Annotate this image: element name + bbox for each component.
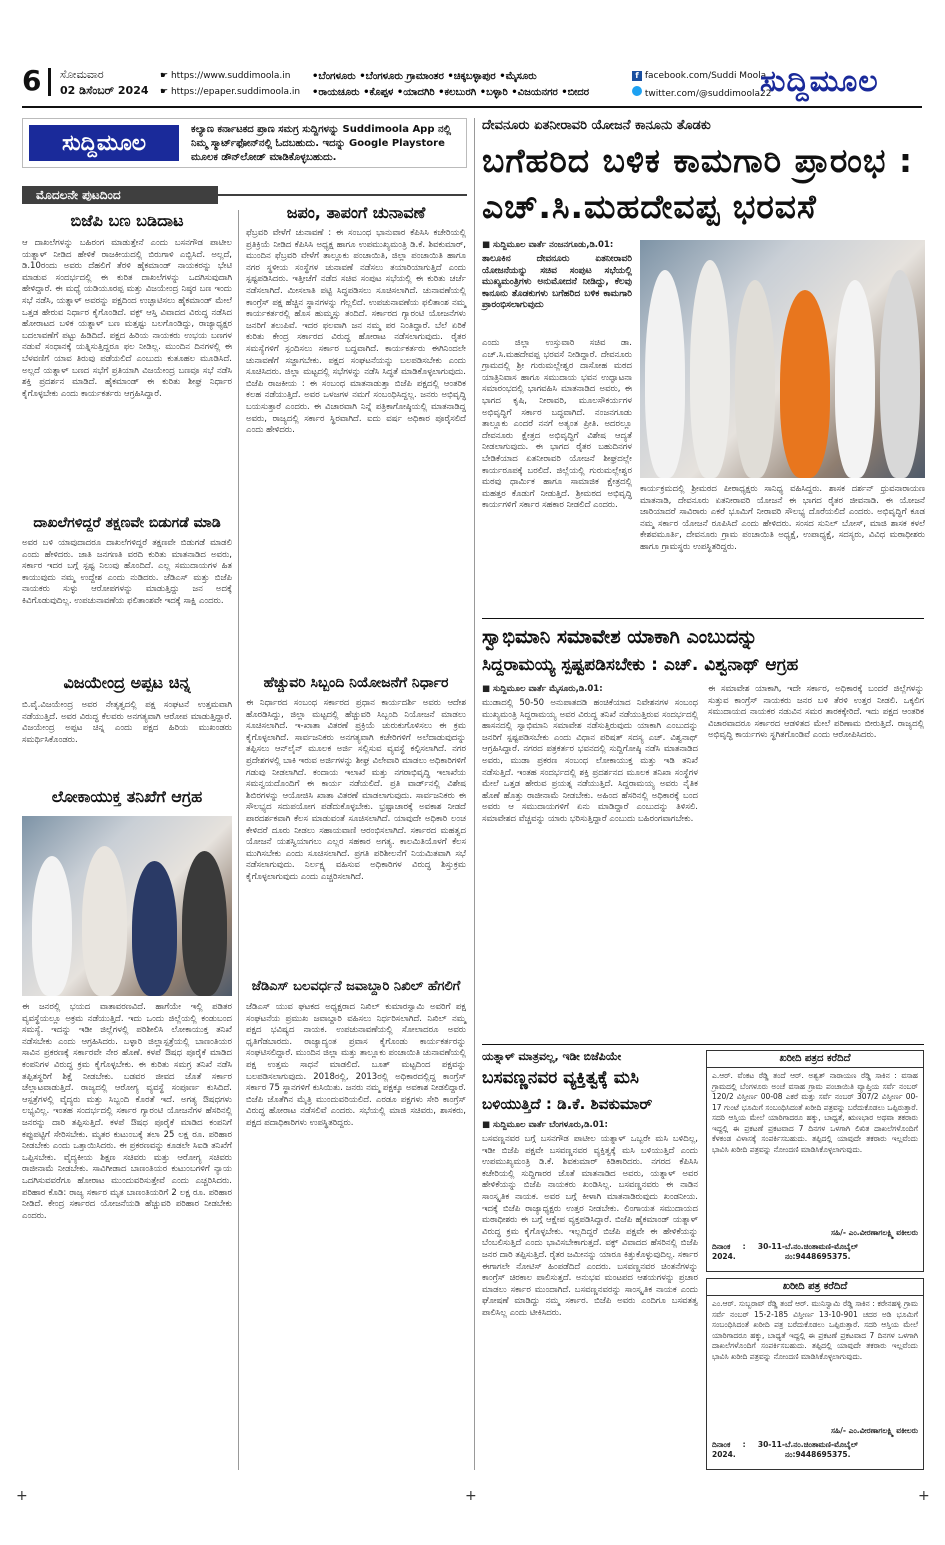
officials-inspection-photo [22,816,232,996]
dks-kicker: ಯತ್ನಾಳ್ ಮಾತ್ರವಲ್ಲ, ಇಡೀ ಬಿಜೆಪಿಯೇ [482,1050,622,1063]
masthead-logo: ಸುದ್ದಿಮೂಲ [760,64,879,99]
registration-mark-right: + [918,1488,930,1504]
twitter-link[interactable]: twitter.com/@suddimoola22 [632,86,771,101]
page-number: 6 [22,64,42,97]
dks-title-line2: ಬಳಿಯುತ್ತಿದೆ : ಡಿ.ಕೆ. ಶಿವಕುಮಾರ್ [482,1095,653,1113]
dks-body: ಬಸವಣ್ಣನವರ ಬಗ್ಗೆ ಬಸನಗೌಡ ಪಾಟೀಲ ಯತ್ನಾಳ್ ಒಬ್ಬರೇ ಮಸಿ ಬಳಿದಿಲ್ಲ, ಇಡೀ ಬಿಜೆಪಿ ಪಕ್ಷವೇ ಬಸವಣ್ಣನವರ ವ್ಯಕ್ತಿತ್ವಕ್ಕೆ ಮಸಿ ಬಳಿಯುತ್ತಿದೆ ಎಂದು ಉಪಮುಖ್ಯಮಂತ್ರಿ ಡಿ.ಕೆ. ಶಿವಕುಮಾರ್ ಕಿಡಿಕಾರಿದರು. ನಗರದ ಕೆಪಿಸಿಸಿ ಕಚೇರಿಯಲ್ಲಿ ಸುದ್ದಿಗಾರರ ಜೊತೆ ಮಾತನಾಡಿದ ಅವರು, ಯತ್ನಾಳ್ ಅವರ ಹೇಳಿಕೆಯನ್ನು ಬಿಜೆಪಿ ನಾಯಕರು ಖಂಡಿಸಿಲ್ಲ. ಬಸವಣ್ಣನವರು ಈ ನಾಡಿನ ಸಾಂಸ್ಕೃತಿಕ ನಾಯಕ. ಅವರ ಬಗ್ಗೆ ಕೀಳಾಗಿ ಮಾತನಾಡಿರುವುದು ಖಂಡನೀಯ. ಇದಕ್ಕೆ ಬಿಜೆಪಿ ರಾಜ್ಯಾಧ್ಯಕ್ಷರು ಉತ್ತರ ನೀಡಬೇಕು. ಲಿಂಗಾಯತ ಸಮುದಾಯದ ಮಠಾಧೀಶರು ಈ ಬಗ್ಗೆ ಆಕ್ಷೇಪ ವ್ಯಕ್ತಪಡಿಸಿದ್ದಾರೆ. ಬಿಜೆಪಿ ಹೈಕಮಾಂಡ್ ಯತ್ನಾಳ್ ವಿರುದ್ಧ ಕ್ರಮ ಕೈಗೊಳ್ಳಬೇಕು. ಇಲ್ಲದಿದ್ದರೆ ಬಿಜೆಪಿ ಪಕ್ಷವೇ ಈ ಹೇಳಿಕೆಯನ್ನು ಬೆಂಬಲಿಸುತ್ತಿದೆ ಎಂದು ಭಾವಿಸಬೇಕಾಗುತ್ತದೆ. ವಕ್ಫ್ ವಿವಾದದ ಹೆಸರಿನಲ್ಲಿ ಬಿಜೆಪಿ ಜನರ ದಾರಿ ತಪ್ಪಿಸುತ್ತಿದೆ. ರೈತರ ಜಮೀನನ್ನು ಯಾರೂ ಕಿತ್ತುಕೊಳ್ಳುವುದಿಲ್ಲ. ಸರ್ಕಾರ ಈಗಾಗಲೇ ನೋಟಿಸ್ ಹಿಂಪಡೆದಿದೆ ಎಂದರು. ಬಸವಣ್ಣನವರ ಚಿಂತನೆಗಳನ್ನು ಕಾಂಗ್ರೆಸ್ ಚಿರಕಾಲ ಪಾಲಿಸುತ್ತದೆ. ಅನುಭವ ಮಂಟಪದ ಆಶಯಗಳನ್ನು ಪ್ರಚಾರ ಮಾಡಲು ಸರ್ಕಾರ ಮುಂದಾಗಿದೆ. ಬಸವಣ್ಣನವರನ್ನು ಸಾಂಸ್ಕೃತಿಕ ನಾಯಕ ಎಂದು ಘೋಷಣೆ ಮಾಡಿದ್ದು ನಮ್ಮ ಸರ್ಕಾರ. ಬಿಜೆಪಿ ಅವರು ಎಂದಿಗೂ ಬಸವತತ್ವ ಪಾಲಿಸಿಲ್ಲ ಎಂದು ಟೀಕಿಸಿದರು. [482,1134,698,1318]
left-article4-body: ಈ ಜನರಲ್ಲಿ ಭಯದ ವಾತಾವರಣವಿದೆ. ಹಾಗೆಯೇ ಇಲ್ಲಿ ಪಡಿತರ ವ್ಯವಸ್ಥೆಯಲ್ಲೂ ಅಕ್ರಮ ನಡೆಯುತ್ತಿದೆ. ಇದು ಒಂದು ಜಿಲ್ಲೆಯಲ್ಲಿ ಕಂಡುಬಂದ ಸಮಸ್ಯೆ. ಇದನ್ನು ಇಡೀ ಜಿಲ್ಲೆಗಳಲ್ಲಿ ಪರಿಶೀಲಿಸಿ ಲೋಕಾಯುಕ್ತ ತನಿಖೆ ನಡೆಸಬೇಕು ಎಂದು ಆಗ್ರಹಿಸಿದರು. ಬಳ್ಳಾರಿ ಜಿಲ್ಲಾಸ್ಪತ್ರೆಯಲ್ಲಿ ಬಾಣಂತಿಯರ ಸಾವಿನ ಪ್ರಕರಣಕ್ಕೆ ಸರ್ಕಾರವೇ ನೇರ ಹೊಣೆ. ಕಳಪೆ ಔಷಧ ಪೂರೈಕೆ ಮಾಡಿದ ಕಂಪನಿಗಳ ವಿರುದ್ಧ ಕ್ರಮ ಕೈಗೊಳ್ಳಬೇಕು. ಈ ಕುರಿತು ಸಮಗ್ರ ತನಿಖೆ ನಡೆಸಿ ತಪ್ಪಿತಸ್ಥರಿಗೆ ಶಿಕ್ಷೆ ನೀಡಬೇಕು. ಬಡವರ ಜೀವದ ಜೊತೆ ಸರ್ಕಾರ ಚೆಲ್ಲಾಟವಾಡುತ್ತಿದೆ. ರಾಜ್ಯದಲ್ಲಿ ಆರೋಗ್ಯ ವ್ಯವಸ್ಥೆ ಸಂಪೂರ್ಣ ಕುಸಿದಿದೆ. ಆಸ್ಪತ್ರೆಗಳಲ್ಲಿ ವೈದ್ಯರು ಮತ್ತು ಸಿಬ್ಬಂದಿ ಕೊರತೆ ಇದೆ. ಅಗತ್ಯ ಔಷಧಗಳು ಲಭ್ಯವಿಲ್ಲ. ಇಂತಹ ಸಂದರ್ಭದಲ್ಲಿ ಸರ್ಕಾರ ಗ್ಯಾರಂಟಿ ಯೋಜನೆಗಳ ಹೆಸರಿನಲ್ಲಿ ಜನರನ್ನು ದಾರಿ ತಪ್ಪಿಸುತ್ತಿದೆ. ಕಳಪೆ ಔಷಧ ಪೂರೈಕೆ ಮಾಡಿದ ಕಂಪನಿಗೆ ಕಪ್ಪುಪಟ್ಟಿಗೆ ಸೇರಿಸಬೇಕು. ಮೃತರ ಕುಟುಂಬಕ್ಕೆ ತಲಾ 25 ಲಕ್ಷ ರೂ. ಪರಿಹಾರ ನೀಡಬೇಕು ಎಂದು ಒತ್ತಾಯಿಸಿದರು. ಈ ಪ್ರಕರಣವನ್ನು ಕೂಡಲೇ ಸಿಐಡಿ ತನಿಖೆಗೆ ಒಪ್ಪಿಸಬೇಕು. ವೈದ್ಯಕೀಯ ಶಿಕ್ಷಣ ಸಚಿವರು ಮತ್ತು ಆರೋಗ್ಯ ಸಚಿವರು ರಾಜೀನಾಮೆ ನೀಡಬೇಕು. ಸಾವಿಗೀಡಾದ ಬಾಣಂತಿಯರ ಕುಟುಂಬಗಳಿಗೆ ನ್ಯಾಯ ಒದಗಿಸುವವರೆಗೂ ಹೋರಾಟ ಮುಂದುವರಿಸುತ್ತೇವೆ ಎಂದು ಎಚ್ಚರಿಸಿದರು. ಪರಿಹಾರ ಕೊಡಿ: ರಾಜ್ಯ ಸರ್ಕಾರ ಮೃತ ಬಾಣಂತಿಯರಿಗೆ 2 ಲಕ್ಷ ರೂ. ಪರಿಹಾರ ನೀಡಿದೆ. ಕೇಂದ್ರ ಸರ್ಕಾರದ ಯೋಜನೆಯಡಿ ಹೆಚ್ಚುವರಿ ಪರಿಹಾರ ನೀಡಬೇಕು ಎಂದರು. [22,1002,232,1221]
city-list-row1: •ಬೆಂಗಳೂರು •ಬೆಂಗಳೂರು ಗ್ರಾಮಾಂತರ •ಚಿಕ್ಕಬಳ್ಳಾಪುರ •ಮೈಸೂರು [312,71,537,82]
website-link[interactable]: ☛ https://www.suddimoola.in [160,71,291,81]
left-article1-body: ಆ ದಾಖಲೆಗಳನ್ನು ಬಹಿರಂಗ ಮಾಡುತ್ತೇನೆ ಎಂದು ಬಸನಗೌಡ ಪಾಟೀಲ ಯತ್ನಾಳ್ ನೀಡಿದ ಹೇಳಿಕೆ ರಾಜಕೀಯದಲ್ಲಿ ಬಿರುಗಾಳಿ ಎಬ್ಬಿಸಿದೆ. ಅಲ್ಲದೆ, ಡಿ.10ರಂದು ಅವರು ದೆಹಲಿಗೆ ತೆರಳಿ ಹೈಕಮಾಂಡ್ ನಾಯಕರನ್ನು ಭೇಟಿ ಮಾಡುವ ಸಂದರ್ಭದಲ್ಲಿ ಈ ಕುರಿತ ದಾಖಲೆಗಳನ್ನು ಒದಗಿಸುವುದಾಗಿ ಹೇಳಿದ್ದಾರೆ. ಈ ಮಧ್ಯೆ ಯಡಿಯೂರಪ್ಪ ಮತ್ತು ವಿಜಯೇಂದ್ರ ನಿಷ್ಠರ ಬಣ ಇಂದು ಸಭೆ ನಡೆಸಿ, ಯತ್ನಾಳ್ ಅವರನ್ನು ಪಕ್ಷದಿಂದ ಉಚ್ಛಾಟಿಸಲು ಹೈಕಮಾಂಡ್ ಮೇಲೆ ಒತ್ತಡ ಹೇರುವ ನಿರ್ಧಾರ ಕೈಗೊಂಡಿದೆ. ವಕ್ಫ್ ಆಸ್ತಿ ವಿವಾದದ ವಿರುದ್ಧ ನಡೆಸಿದ ಹೋರಾಟದ ಬಳಿಕ ಯತ್ನಾಳ್ ಬಣ ಮತ್ತಷ್ಟು ಬಲಗೊಂಡಿದ್ದು, ರಾಜ್ಯಾಧ್ಯಕ್ಷರ ಬದಲಾವಣೆಗೆ ಪಟ್ಟು ಹಿಡಿದಿದೆ. ಪಕ್ಷದ ಹಿರಿಯ ನಾಯಕರು ಉಭಯ ಬಣಗಳ ನಡುವೆ ಸಂಧಾನಕ್ಕೆ ಯತ್ನಿಸುತ್ತಿದ್ದರೂ ಫಲ ನೀಡಿಲ್ಲ. ಮುಂದಿನ ದಿನಗಳಲ್ಲಿ ಈ ಬೆಳವಣಿಗೆ ಯಾವ ತಿರುವು ಪಡೆಯಲಿದೆ ಎಂಬುದು ಕುತೂಹಲ ಮೂಡಿಸಿದೆ. ಅಲ್ಲದೆ ಯತ್ನಾಳ್ ಬಣದ ಸಭೆಗೆ ಪ್ರತಿಯಾಗಿ ವಿಜಯೇಂದ್ರ ಬಣವೂ ಸಭೆ ನಡೆಸಿ ಶಕ್ತಿ ಪ್ರದರ್ಶನ ಮಾಡಿದೆ. ಹೈಕಮಾಂಡ್ ಈ ಕುರಿತು ಶೀಘ್ರ ನಿರ್ಧಾರ ಕೈಗೊಳ್ಳಬೇಕು ಎಂದು ಕಾರ್ಯಕರ್ತರು ಆಗ್ರಹಿಸಿದ್ದಾರೆ. [22,238,232,399]
vishwanath-title-line2: ಸಿದ್ದರಾಮಯ್ಯ ಸ್ಪಷ್ಟಪಡಿಸಬೇಕು : ಎಚ್. ವಿಶ್ವನಾಥ್ ಆಗ್ರಹ [482,655,799,675]
ad1-title: ಖರೀದಿ ಪತ್ರದ ಕರೆದಿದೆ [707,1051,923,1068]
lead-body-col2: ಕಾರ್ಯಕ್ರಮದಲ್ಲಿ ಶ್ರೀಮಠದ ಪೀಠಾಧ್ಯಕ್ಷರು ಸಾನಿಧ್ಯ ವಹಿಸಿದ್ದರು. ಶಾಸಕ ದರ್ಶನ್ ಧ್ರುವನಾರಾಯಣ ಮಾತನಾಡಿ, ದೇವನೂರು ಏತನೀರಾವರಿ ಯೋಜನೆ ಈ ಭಾಗದ ರೈತರ ಜೀವನಾಡಿ. ಈ ಯೋಜನೆ ಜಾರಿಯಾದರೆ ಸಾವಿರಾರು ಎಕರೆ ಭೂಮಿಗೆ ನೀರಾವರಿ ಸೌಲಭ್ಯ ದೊರೆಯಲಿದೆ ಎಂದರು. ಅಭಿವೃದ್ಧಿಗೆ ಕೂಡ ನಮ್ಮ ಸರ್ಕಾರ ಯೋಜನೆ ರೂಪಿಸಿದೆ ಎಂದು ಹೇಳಿದರು. ಸಂಸದ ಸುನಿಲ್ ಬೋಸ್, ಮಾಜಿ ಶಾಸಕ ಕಳಲೆ ಕೇಶವಮೂರ್ತಿ, ದೇವನೂರು ಗ್ರಾಮ ಪಂಚಾಯಿತಿ ಅಧ್ಯಕ್ಷೆ, ಉಪಾಧ್ಯಕ್ಷೆ, ಸದಸ್ಯರು, ವಿವಿಧ ಮಠಾಧೀಶರು ಹಾಗೂ ಗ್ರಾಮಸ್ಥರು ಉಪಸ್ಥಿತರಿದ್ದರು. [640,484,925,552]
header-rule [22,106,922,108]
mid-article1-title: ಜಪಂ, ತಾಪಂಗೆ ಚುನಾವಣೆ [286,203,426,222]
vishwanath-body-col1: ಮುಡಾದಲ್ಲಿ 50-50 ಅನುಪಾತದಡಿ ಹಂಚಿಕೆಯಾದ ನಿವೇಶನಗಳ ಸಂಬಂಧ ಮುಖ್ಯಮಂತ್ರಿ ಸಿದ್ದರಾಮಯ್ಯ ಅವರ ವಿರುದ್ಧ ತನಿಖೆ ನಡೆಯುತ್ತಿರುವ ಸಂದರ್ಭದಲ್ಲಿ ಹಾಸನದಲ್ಲಿ ಸ್ವಾಭಿಮಾನಿ ಸಮಾವೇಶ ನಡೆಸುತ್ತಿರುವುದು ಯಾಕಾಗಿ ಎಂಬುದನ್ನು ಜನರಿಗೆ ಸ್ಪಷ್ಟಪಡಿಸಬೇಕು ಎಂದು ವಿಧಾನ ಪರಿಷತ್ ಸದಸ್ಯ ಎಚ್. ವಿಶ್ವನಾಥ್ ಆಗ್ರಹಿಸಿದ್ದಾರೆ. ನಗರದ ಪತ್ರಕರ್ತರ ಭವನದಲ್ಲಿ ಸುದ್ದಿಗೋಷ್ಠಿ ನಡೆಸಿ ಮಾತನಾಡಿದ ಅವರು, ಮುಡಾ ಪ್ರಕರಣ ಸಂಬಂಧ ಲೋಕಾಯುಕ್ತ ಮತ್ತು ಇಡಿ ತನಿಖೆ ನಡೆಸುತ್ತಿದೆ. ಇಂತಹ ಸಂದರ್ಭದಲ್ಲಿ ಶಕ್ತಿ ಪ್ರದರ್ಶನದ ಮೂಲಕ ತನಿಖಾ ಸಂಸ್ಥೆಗಳ ಮೇಲೆ ಒತ್ತಡ ಹೇರುವ ಪ್ರಯತ್ನ ನಡೆಯುತ್ತಿದೆ. ಸಿದ್ದರಾಮಯ್ಯ ಅವರು ನೈತಿಕ ಹೊಣೆ ಹೊತ್ತು ರಾಜೀನಾಮೆ ನೀಡಬೇಕು. ಅಹಿಂದ ಹೆಸರಿನಲ್ಲಿ ಅಧಿಕಾರಕ್ಕೆ ಬಂದ ಅವರು ಆ ಸಮುದಾಯಗಳಿಗೆ ಏನು ಮಾಡಿದ್ದಾರೆ ಎಂಬುದನ್ನು ತಿಳಿಸಲಿ. ಸಮಾವೇಶದ ವೆಚ್ಚವನ್ನು ಯಾರು ಭರಿಸುತ್ತಿದ್ದಾರೆ ಎಂಬುದು ಬಹಿರಂಗವಾಗಬೇಕು. [482,698,698,824]
mid-article1-body: ಫೆಬ್ರವರಿ ವೇಳೆಗೆ ಚುನಾವಣೆ : ಈ ಸಂಬಂಧ ಭಾನುವಾರ ಕೆಪಿಸಿಸಿ ಕಚೇರಿಯಲ್ಲಿ ಪ್ರತಿಕ್ರಿಯೆ ನೀಡಿದ ಕೆಪಿಸಿಸಿ ಅಧ್ಯಕ್ಷ ಹಾಗೂ ಉಪಮುಖ್ಯಮಂತ್ರಿ ಡಿ.ಕೆ. ಶಿವಕುಮಾರ್, ಮುಂದಿನ ಫೆಬ್ರವರಿ ವೇಳೆಗೆ ತಾಲ್ಲೂಕು ಪಂಚಾಯಿತಿ, ಜಿಲ್ಲಾ ಪಂಚಾಯಿತಿ ಹಾಗೂ ನಗರ ಸ್ಥಳೀಯ ಸಂಸ್ಥೆಗಳ ಚುನಾವಣೆ ನಡೆಸಲು ತಯಾರಿಯಾಗುತ್ತಿದೆ ಎಂದು ಸ್ಪಷ್ಟಪಡಿಸಿದರು. ಇತ್ತೀಚೆಗೆ ನಡೆದ ಸಚಿವ ಸಂಪುಟ ಸಭೆಯಲ್ಲಿ ಈ ಕುರಿತು ಚರ್ಚೆ ನಡೆಸಲಾಗಿದೆ. ಮೀಸಲಾತಿ ಪಟ್ಟಿ ಸಿದ್ಧಪಡಿಸಲು ಸೂಚಿಸಲಾಗಿದೆ. ಚುನಾವಣೆಯಲ್ಲಿ ಕಾಂಗ್ರೆಸ್ ಪಕ್ಷ ಹೆಚ್ಚಿನ ಸ್ಥಾನಗಳನ್ನು ಗೆಲ್ಲಲಿದೆ. ಉಪಚುನಾವಣೆಯ ಫಲಿತಾಂಶ ನಮ್ಮ ಕಾರ್ಯಕರ್ತರಲ್ಲಿ ಹೊಸ ಹುಮ್ಮಸ್ಸು ತಂದಿದೆ. ಸರ್ಕಾರದ ಗ್ಯಾರಂಟಿ ಯೋಜನೆಗಳು ಜನರಿಗೆ ತಲುಪಿವೆ. ಇದರ ಫಲವಾಗಿ ಜನ ನಮ್ಮ ಪರ ನಿಂತಿದ್ದಾರೆ. ಬೆಲೆ ಏರಿಕೆ ಕುರಿತು ಕೇಂದ್ರ ಸರ್ಕಾರದ ವಿರುದ್ಧ ಹೋರಾಟ ನಡೆಸಲಾಗುವುದು. ರೈತರ ಸಮಸ್ಯೆಗಳಿಗೆ ಸ್ಪಂದಿಸಲು ಸರ್ಕಾರ ಬದ್ಧವಾಗಿದೆ. ಕಾರ್ಯಕರ್ತರು ಈಗಿನಿಂದಲೇ ಚುನಾವಣೆಗೆ ಸಜ್ಜಾಗಬೇಕು. ಪಕ್ಷದ ಸಂಘಟನೆಯನ್ನು ಬಲಪಡಿಸಬೇಕು ಎಂದು ಸೂಚಿಸಿದರು. ಜಿಲ್ಲಾ ಮಟ್ಟದಲ್ಲಿ ಸಭೆಗಳನ್ನು ನಡೆಸಿ ಸಿದ್ಧತೆ ಮಾಡಿಕೊಳ್ಳಲಾಗುವುದು. ಬಿಜೆಪಿ ರಾಜಕೀಯ : ಈ ಸಂಬಂಧ ಮಾತನಾಡುತ್ತಾ ಬಿಜೆಪಿ ಪಕ್ಷದಲ್ಲಿ ಆಂತರಿಕ ಕಲಹ ನಡೆಯುತ್ತಿದೆ. ಅವರ ಒಳಜಗಳ ನಮಗೆ ಸಂಬಂಧಿಸಿದ್ದಲ್ಲ. ಜನರು ಅಭಿವೃದ್ಧಿ ಬಯಸುತ್ತಾರೆ ಎಂದರು. ಈ ವಿಚಾರವಾಗಿ ನಿನ್ನೆ ಪತ್ರಿಕಾಗೋಷ್ಠಿಯಲ್ಲಿ ಮಾತನಾಡಿದ್ದ ಅವರು, ರಾಜ್ಯದಲ್ಲಿ ಸರ್ಕಾರ ಸ್ಥಿರವಾಗಿದೆ. ಐದು ವರ್ಷ ಅಧಿಕಾರ ಪೂರೈಸಲಿದೆ ಎಂದು ಹೇಳಿದರು. [246,228,466,436]
app-promo-box [22,118,467,168]
promo-logo: ಸುದ್ದಿಮೂಲ [29,125,179,161]
vishwanath-title-line1: ಸ್ವಾಭಿಮಾನಿ ಸಮಾವೇಶ ಯಾಕಾಗಿ ಎಂಬುದನ್ನು [482,626,758,648]
registration-mark-left: + [16,1488,28,1504]
city-list-row2: •ರಾಯಚೂರು •ಕೊಪ್ಪಳ •ಯಾದಗಿರಿ •ಕಲಬುರಗಿ •ಬಳ್ಳಾರಿ •ವಿಜಯನಗರ •ಬೀದರ [312,87,589,98]
mid-article2-body: ಈ ನಿರ್ಧಾರದ ಸಂಬಂಧ ಸರ್ಕಾರದ ಪ್ರಧಾನ ಕಾರ್ಯದರ್ಶಿ ಅವರು ಆದೇಶ ಹೊರಡಿಸಿದ್ದು, ಜಿಲ್ಲಾ ಮಟ್ಟದಲ್ಲಿ ಹೆಚ್ಚುವರಿ ಸಿಬ್ಬಂದಿ ನಿಯೋಜನೆ ಮಾಡಲು ಸೂಚಿಸಲಾಗಿದೆ. ಇ-ಖಾತಾ ವಿತರಣೆ ಪ್ರಕ್ರಿಯೆ ಚುರುಕುಗೊಳಿಸಲು ಈ ಕ್ರಮ ಕೈಗೊಳ್ಳಲಾಗಿದೆ. ಸಾರ್ವಜನಿಕರು ಅನಗತ್ಯವಾಗಿ ಕಚೇರಿಗಳಿಗೆ ಅಲೆದಾಡುವುದನ್ನು ತಪ್ಪಿಸಲು ಆನ್‌ಲೈನ್ ಮೂಲಕ ಅರ್ಜಿ ಸಲ್ಲಿಸುವ ವ್ಯವಸ್ಥೆ ಕಲ್ಪಿಸಲಾಗಿದೆ. ನಗರ ಪ್ರದೇಶಗಳಲ್ಲಿ ಬಾಕಿ ಇರುವ ಅರ್ಜಿಗಳನ್ನು ಶೀಘ್ರ ವಿಲೇವಾರಿ ಮಾಡಲು ಅಧಿಕಾರಿಗಳಿಗೆ ಗಡುವು ನೀಡಲಾಗಿದೆ. ಕಂದಾಯ ಇಲಾಖೆ ಮತ್ತು ನಗರಾಭಿವೃದ್ಧಿ ಇಲಾಖೆಯ ಸಮನ್ವಯದೊಂದಿಗೆ ಈ ಕಾರ್ಯ ನಡೆಯಲಿದೆ. ಪ್ರತಿ ವಾರ್ಡ್‌ನಲ್ಲಿ ವಿಶೇಷ ಶಿಬಿರಗಳನ್ನು ಆಯೋಜಿಸಿ ಖಾತಾ ವಿತರಣೆ ಮಾಡಲಾಗುವುದು. ಸಾರ್ವಜನಿಕರು ಈ ಸೌಲಭ್ಯದ ಸದುಪಯೋಗ ಪಡೆದುಕೊಳ್ಳಬೇಕು. ಭ್ರಷ್ಟಾಚಾರಕ್ಕೆ ಅವಕಾಶ ನೀಡದೆ ಪಾರದರ್ಶಕವಾಗಿ ಕೆಲಸ ಮಾಡುವಂತೆ ಸೂಚಿಸಲಾಗಿದೆ. ಯಾವುದೇ ಅಧಿಕಾರಿ ಲಂಚ ಕೇಳಿದರೆ ದೂರು ನೀಡಲು ಸಹಾಯವಾಣಿ ಆರಂಭಿಸಲಾಗಿದೆ. ಸರ್ಕಾರದ ಮಹತ್ವದ ಯೋಜನೆ ಯಶಸ್ವಿಯಾಗಲು ಎಲ್ಲರ ಸಹಕಾರ ಅಗತ್ಯ. ಕಾಲಮಿತಿಯೊಳಗೆ ಕೆಲಸ ಮುಗಿಸಬೇಕು ಎಂದು ಸೂಚಿಸಲಾಗಿದೆ. ಪ್ರಗತಿ ಪರಿಶೀಲನೆಗೆ ನಿಯಮಿತವಾಗಿ ಸಭೆ ನಡೆಸಲಾಗುವುದು. ನಿರ್ಲಕ್ಷ್ಯ ವಹಿಸುವ ಅಧಿಕಾರಿಗಳ ವಿರುದ್ಧ ಶಿಸ್ತುಕ್ರಮ ಕೈಗೊಳ್ಳಲಾಗುವುದು ಎಂದು ಎಚ್ಚರಿಸಲಾಗಿದೆ. [246,698,466,882]
pointer-icon: ☛ [160,71,171,81]
dks-title-line1: ಬಸವಣ್ಣನವರ ವ್ಯಕ್ತಿತ್ವಕ್ಕೆ ಮಸಿ [482,1068,639,1088]
dks-byline: ■ ಸುದ್ದಿಮೂಲ ವಾರ್ತೆ ಬೆಂಗಳೂರು,ಡಿ.01: [482,1120,608,1130]
ad1-body: ಎ.ಆರ್. ವೆಂಕಟ ರೆಡ್ಡಿ ತಂದೆ ಆರ್. ಅಶ್ವತ್ ನಾರಾಯಣ ರೆಡ್ಡಿ ಸಾಕಿನ : ವಸಾಹ ಗ್ರಾಮದಲ್ಲಿ ಬೆಂಗಳೂರು ಅಂಚೆ ವಸಾಹ ಗ್ರಾಮ ಪಂಚಾಯಿತಿ ವ್ಯಾಪ್ತಿಯ ಸರ್ವೆ ನಂಬರ್ 120/2 ವಿಸ್ತೀರ್ಣ 00-08 ಎಕರೆ ಮತ್ತು ಸರ್ವೆ ನಂಬರ್ 307/2 ವಿಸ್ತೀರ್ಣ 00-17 ಗುಂಟೆ ಭೂಮಿಗೆ ಸಂಬಂಧಿಸಿದಂತೆ ಖರೀದಿ ಪತ್ರವನ್ನು ಬರೆದುಕೊಡಲು ಒಪ್ಪಿರುತ್ತಾರೆ. ಸದರಿ ಆಸ್ತಿಯ ಮೇಲೆ ಯಾರಿಗಾದರೂ ಹಕ್ಕು, ಬಾಧ್ಯತೆ, ಋಣಭಾರ ಅಥವಾ ತಕರಾರು ಇದ್ದಲ್ಲಿ ಈ ಪ್ರಕಟಣೆ ಪ್ರಕಟವಾದ 7 ದಿನಗಳ ಒಳಗಾಗಿ ಲಿಖಿತ ದಾಖಲೆಗಳೊಂದಿಗೆ ಕೆಳಕಂಡ ವಿಳಾಸಕ್ಕೆ ಸಂಪರ್ಕಿಸಬಹುದು. ತಪ್ಪಿದಲ್ಲಿ ಯಾವುದೇ ತಕರಾರು ಇಲ್ಲವೆಂದು ಭಾವಿಸಿ ಖರೀದಿ ಪತ್ರವನ್ನು ನೋಂದಣಿ ಮಾಡಿಸಿಕೊಳ್ಳಲಾಗುವುದು. [712,1071,918,1154]
classified-ad-1 [706,1050,924,1272]
mid-article3-body: ಜೆಡಿಎಸ್ ಯುವ ಘಟಕದ ಅಧ್ಯಕ್ಷರಾದ ನಿಖಿಲ್ ಕುಮಾರಸ್ವಾಮಿ ಅವರಿಗೆ ಪಕ್ಷ ಸಂಘಟನೆಯ ಪ್ರಮುಖ ಜವಾಬ್ದಾರಿ ವಹಿಸಲು ನಿರ್ಧರಿಸಲಾಗಿದೆ. ನಿಖಿಲ್ ನಮ್ಮ ಪಕ್ಷದ ಭವಿಷ್ಯದ ನಾಯಕ. ಉಪಚುನಾವಣೆಯಲ್ಲಿ ಸೋಲಾದರೂ ಅವರು ಧೃತಿಗೆಡಬಾರದು. ರಾಜ್ಯಾದ್ಯಂತ ಪ್ರವಾಸ ಕೈಗೊಂಡು ಕಾರ್ಯಕರ್ತರನ್ನು ಸಂಘಟಿಸಲಿದ್ದಾರೆ. ಮುಂದಿನ ಜಿಲ್ಲಾ ಮತ್ತು ತಾಲ್ಲೂಕು ಪಂಚಾಯಿತಿ ಚುನಾವಣೆಯಲ್ಲಿ ಪಕ್ಷ ಉತ್ತಮ ಸಾಧನೆ ಮಾಡಲಿದೆ. ಬೂತ್ ಮಟ್ಟದಿಂದ ಪಕ್ಷವನ್ನು ಬಲಪಡಿಸಲಾಗುವುದು. 2018ರಲ್ಲಿ, 2013ರಲ್ಲಿ ಅಧಿಕಾರದಲ್ಲಿದ್ದ ಕಾಂಗ್ರೆಸ್ ಸರ್ಕಾರ 75 ಸ್ಥಾನಗಳಿಗೆ ಕುಸಿಯಿತು. ಜನರು ನಮ್ಮ ಪಕ್ಷಕ್ಕೂ ಅವಕಾಶ ನೀಡಲಿದ್ದಾರೆ. ಬಿಜೆಪಿ ಜೊತೆಗಿನ ಮೈತ್ರಿ ಮುಂದುವರಿಯಲಿದೆ. ಎರಡೂ ಪಕ್ಷಗಳು ಸೇರಿ ಕಾಂಗ್ರೆಸ್ ವಿರುದ್ಧ ಹೋರಾಟ ನಡೆಸಲಿವೆ ಎಂದರು. ಸಭೆಯಲ್ಲಿ ಮಾಜಿ ಸಚಿವರು, ಶಾಸಕರು, ಪಕ್ಷದ ಪದಾಧಿಕಾರಿಗಳು ಉಪಸ್ಥಿತರಿದ್ದರು. [246,1002,466,1128]
left-article2-body: ಅವರ ಬಳಿ ಯಾವುದಾದರೂ ದಾಖಲೆಗಳಿದ್ದರೆ ತಕ್ಷಣವೇ ಬಿಡುಗಡೆ ಮಾಡಲಿ ಎಂದು ಹೇಳಿದರು. ಜಾತಿ ಜನಗಣತಿ ವರದಿ ಕುರಿತು ಮಾತನಾಡಿದ ಅವರು, ಸರ್ಕಾರ ಇದರ ಬಗ್ಗೆ ಸ್ಪಷ್ಟ ನಿಲುವು ಹೊಂದಿದೆ. ಎಲ್ಲ ಸಮುದಾಯಗಳ ಹಿತ ಕಾಯುವುದು ನಮ್ಮ ಉದ್ದೇಶ ಎಂದು ನುಡಿದರು. ಜೆಡಿಎಸ್ ಮತ್ತು ಬಿಜೆಪಿ ನಾಯಕರು ಸುಳ್ಳು ಆರೋಪಗಳನ್ನು ಮಾಡುತ್ತಿದ್ದು ಜನ ಅದಕ್ಕೆ ಕಿವಿಗೊಡುವುದಿಲ್ಲ. ಉಪಚುನಾವಣೆಯ ಫಲಿತಾಂಶವೇ ಇದಕ್ಕೆ ಸಾಕ್ಷಿ ಎಂದರು. [22,538,232,606]
mid-article3-title: ಜೆಡಿಎಸ್ ಬಲವರ್ಧನೆ ಜವಾಬ್ದಾರಿ ನಿಖಿಲ್ ಹೆಗಲಿಗೆ [251,979,461,994]
column-rule-1 [238,210,239,1470]
lead-intro: ತಾಲೂಕಿನ ದೇವನೂರು ಏತನೀರಾವರಿ ಯೋಜನೆಯನ್ನು ಸಚಿವ ಸಂಪುಟ ಸಭೆಯಲ್ಲಿ ಮುಖ್ಯಮಂತ್ರಿಗಳು ಅನುಮೋದನೆ ನೀಡಿದ್ದು, ಕೆಲವು ಕಾನೂನು ತೊಡಕುಗಳು ಬಗೆಹರಿದ ಬಳಿಕ ಕಾಮಗಾರಿ ಪ್ರಾರಂಭಿಸಲಾಗುವುದು [482,254,632,311]
ad2-sign: ಸಹಿ/- ಎಂ.ವೀರಣಾಗಲಕ್ಷ್ಮಿ ವಕೀಲರು [831,1426,918,1435]
ad2-footer: ದಿನಾಂಕ : 30-11-2024. ಬೆ.ನಂ.ಚಿಂತಾಮಣಿ-ಮೊಬೈಲ್ ನಂ:9448695375. [712,1439,858,1459]
story-rule-1 [482,618,924,619]
header-divider [48,68,51,96]
bullet-icon: ■ [482,240,493,250]
inauguration-photo [640,240,925,478]
promo-text: ಕಲ್ಯಾಣ ಕರ್ನಾಟಕದ ಪ್ರಾಣ ಸಮಗ್ರ ಸುದ್ದಿಗಳನ್ನು Suddimoola App ನಲ್ಲಿ ನಿಮ್ಮ ಸ್ಮಾರ್ಟ್‌ಫೋನ್‌ನಲ್ಲಿ ಓದಬಹುದು. ಇದನ್ನು Google Playstore ಮೂಲಕ ಡೌನ್‌ಲೋಡ್ ಮಾಡಿಕೊಳ್ಳಬಹುದು. [191,124,452,163]
column-rule-2 [474,118,475,1470]
story-rule-2 [482,1044,924,1045]
lead-headline-line2: ಎಚ್.ಸಿ.ಮಹದೇವಪ್ಪ ಭರವಸೆ [482,187,817,226]
bullet-icon: ■ [482,1120,493,1130]
classified-ad-2 [706,1278,924,1470]
epaper-link[interactable]: ☛ https://epaper.suddimoola.in [160,87,301,97]
twitter-icon [632,86,642,96]
ad1-sign: ಸಹಿ/- ಎಂ.ವೀರಣಾಗಲಕ್ಷ್ಮಿ ವಕೀಲರು [831,1228,918,1237]
header-day: ಸೋಮವಾರ [60,68,104,81]
lead-byline: ■ ಸುದ್ದಿಮೂಲ ವಾರ್ತೆ ನಂಜನಗೂಡು,ಡಿ.01: [482,240,614,250]
ad2-body: ಎಂ.ಆರ್. ಸುಬ್ಬರಾವ್ ರೆಡ್ಡಿ ತಂದೆ ಆರ್. ಮುನಿಸ್ವಾಮಿ ರೆಡ್ಡಿ ಸಾಕಿನ : ಕರೇನಹಳ್ಳಿ ಗ್ರಾಮ ಸರ್ವೆ ನಂಬರ್ 15-2-185 ವಿಸ್ತೀರ್ಣ 13-10-901 ಚದರ ಅಡಿ ಭೂಮಿಗೆ ಸಂಬಂಧಿಸಿದಂತೆ ಖರೀದಿ ಪತ್ರ ಬರೆದುಕೊಡಲು ಒಪ್ಪಿರುತ್ತಾರೆ. ಸದರಿ ಆಸ್ತಿಯ ಮೇಲೆ ಯಾರಿಗಾದರೂ ಹಕ್ಕು, ಬಾಧ್ಯತೆ ಇದ್ದಲ್ಲಿ ಈ ಪ್ರಕಟಣೆ ಪ್ರಕಟವಾದ 7 ದಿನಗಳ ಒಳಗಾಗಿ ದಾಖಲೆಗಳೊಂದಿಗೆ ಸಂಪರ್ಕಿಸಬಹುದು. ತಪ್ಪಿದಲ್ಲಿ ಯಾವುದೇ ತಕರಾರು ಇಲ್ಲವೆಂದು ಭಾವಿಸಿ ಖರೀದಿ ಪತ್ರವನ್ನು ನೋಂದಣಿ ಮಾಡಿಸಿಕೊಳ್ಳಲಾಗುವುದು. [712,1299,918,1361]
left-article4-title: ಲೋಕಾಯುಕ್ತ ತನಿಖೆಗೆ ಆಗ್ರಹ [51,787,203,806]
lead-kicker: ದೇವನೂರು ಏತನೀರಾವರಿ ಯೋಜನೆ ಕಾನೂನು ತೊಡಕು [482,118,711,133]
lead-headline-line1: ಬಗೆಹರಿದ ಬಳಿಕ ಕಾಮಗಾರಿ ಪ್ರಾರಂಭ : [482,141,914,180]
lead-body-col1: ಎಂದು ಜಿಲ್ಲಾ ಉಸ್ತುವಾರಿ ಸಚಿವ ಡಾ. ಎಚ್.ಸಿ.ಮಹದೇವಪ್ಪ ಭರವಸೆ ನೀಡಿದ್ದಾರೆ. ದೇವನೂರು ಗ್ರಾಮದಲ್ಲಿ ಶ್ರೀ ಗುರುಮಲ್ಲೇಶ್ವರ ದಾಸೋಹ ಮಠದ ಯಾತ್ರಿನಿವಾಸ ಹಾಗೂ ಸಮುದಾಯ ಭವನ ಉದ್ಘಾಟನಾ ಸಮಾರಂಭದಲ್ಲಿ ಭಾಗವಹಿಸಿ ಮಾತನಾಡಿದ ಅವರು, ಈ ಭಾಗದ ಕೃಷಿ, ನೀರಾವರಿ, ಮೂಲಸೌಕರ್ಯಗಳ ಅಭಿವೃದ್ಧಿಗೆ ಸರ್ಕಾರ ಬದ್ಧವಾಗಿದೆ. ನಂಜನಗೂಡು ತಾಲ್ಲೂಕು ಎಂದರೆ ನನಗೆ ಅತ್ಯಂತ ಪ್ರೀತಿ. ಅದರಲ್ಲೂ ದೇವನೂರು ಕ್ಷೇತ್ರದ ಅಭಿವೃದ್ಧಿಗೆ ವಿಶೇಷ ಆದ್ಯತೆ ನೀಡಲಾಗುವುದು. ಈ ಭಾಗದ ರೈತರ ಬಹುದಿನಗಳ ಬೇಡಿಕೆಯಾದ ಏತನೀರಾವರಿ ಯೋಜನೆ ಶೀಘ್ರದಲ್ಲೇ ಕಾರ್ಯರೂಪಕ್ಕೆ ಬರಲಿದೆ. ಜಿಲ್ಲೆಯಲ್ಲಿ ಗುರುಮಲ್ಲೇಶ್ವರ ಮಠವು ಧಾರ್ಮಿಕ ಹಾಗೂ ಸಾಮಾಜಿಕ ಕ್ಷೇತ್ರದಲ್ಲಿ ಮಹತ್ತರ ಕೊಡುಗೆ ನೀಡುತ್ತಿದೆ. ಶ್ರೀಮಠದ ಅಭಿವೃದ್ಧಿ ಕಾರ್ಯಗಳಿಗೆ ಸರ್ಕಾರ ಸಹಕಾರ ನೀಡಲಿದೆ ಎಂದರು. [482,338,632,511]
left-article3-title: ವಿಜಯೇಂದ್ರ ಅಪ್ಪಟ ಚಿನ್ನ [63,673,191,692]
mid-article2-title: ಹೆಚ್ಚುವರಿ ಸಿಬ್ಬಂದಿ ನಿಯೋಜನೆಗೆ ನಿರ್ಧಾರ [263,675,449,691]
section-label: ಮೊದಲನೇ ಪುಟದಿಂದ [22,186,218,204]
vishwanath-byline: ■ ಸುದ್ದಿಮೂಲ ವಾರ್ತೆ ಮೈಸೂರು,ಡಿ.01: [482,684,603,694]
header-date: 02 ಡಿಸೆಂಬರ್ 2024 [60,84,149,97]
left-article1-title: ಬಿಜೆಪಿ ಬಣ ಬಡಿದಾಟ [70,211,184,230]
pointer-icon: ☛ [160,87,171,97]
ad2-title: ಖರೀದಿ ಪತ್ರ ಕರೆದಿದೆ [707,1279,923,1296]
left-article3-body: ಬಿ.ವೈ.ವಿಜಯೇಂದ್ರ ಅವರ ನೇತೃತ್ವದಲ್ಲಿ ಪಕ್ಷ ಸಂಘಟನೆ ಉತ್ತಮವಾಗಿ ನಡೆಯುತ್ತಿದೆ. ಅವರ ವಿರುದ್ಧ ಕೆಲವರು ಅನಗತ್ಯವಾಗಿ ಆರೋಪ ಮಾಡುತ್ತಿದ್ದಾರೆ. ವಿಜಯೇಂದ್ರ ಅಪ್ಪಟ ಚಿನ್ನ ಎಂದು ಪಕ್ಷದ ಹಿರಿಯ ಮುಖಂಡರು ಸಮರ್ಥಿಸಿಕೊಂಡರು. [22,700,232,745]
facebook-link[interactable]: f facebook.com/Suddi Moola [632,70,766,83]
ad1-footer: ದಿನಾಂಕ : 30-11-2024. ಬೆ.ನಂ.ಚಿಂತಾಮಣಿ-ಮೊಬೈಲ್ ನಂ:9448695375. [712,1241,858,1261]
left-article2-title: ದಾಖಲೆಗಳಿದ್ದರೆ ತಕ್ಷಣವೇ ಬಿಡುಗಡೆ ಮಾಡಿ [33,515,221,531]
vishwanath-body-col2: ಈ ಸಮಾವೇಶ ಯಾಕಾಗಿ, ಇದೇ ಸರ್ಕಾರ, ಅಧಿಕಾರಕ್ಕೆ ಬಂದರೆ ಜಿಲ್ಲೆಗಳನ್ನು ಸುತ್ತುವ ಕಾಂಗ್ರೆಸ್ ನಾಯಕರು ಜನರ ಬಳಿ ತೆರಳಿ ಉತ್ತರ ನೀಡಲಿ. ಒಕ್ಕಲಿಗ ಸಮುದಾಯದ ನಾಯಕರ ನಡುವಿನ ಸಮರ ತಾರಕಕ್ಕೇರಿದೆ. ಇದು ಪಕ್ಷದ ಆಂತರಿಕ ವಿಚಾರವಾದರೂ ಸರ್ಕಾರದ ಆಡಳಿತದ ಮೇಲೆ ಪರಿಣಾಮ ಬೀರುತ್ತಿದೆ. ರಾಜ್ಯದಲ್ಲಿ ಅಭಿವೃದ್ಧಿ ಕಾರ್ಯಗಳು ಸ್ಥಗಿತಗೊಂಡಿವೆ ಎಂದು ಆರೋಪಿಸಿದರು. [708,684,924,741]
facebook-icon: f [632,71,642,81]
bullet-icon: ■ [482,684,493,694]
registration-mark-center: + [465,1488,477,1504]
